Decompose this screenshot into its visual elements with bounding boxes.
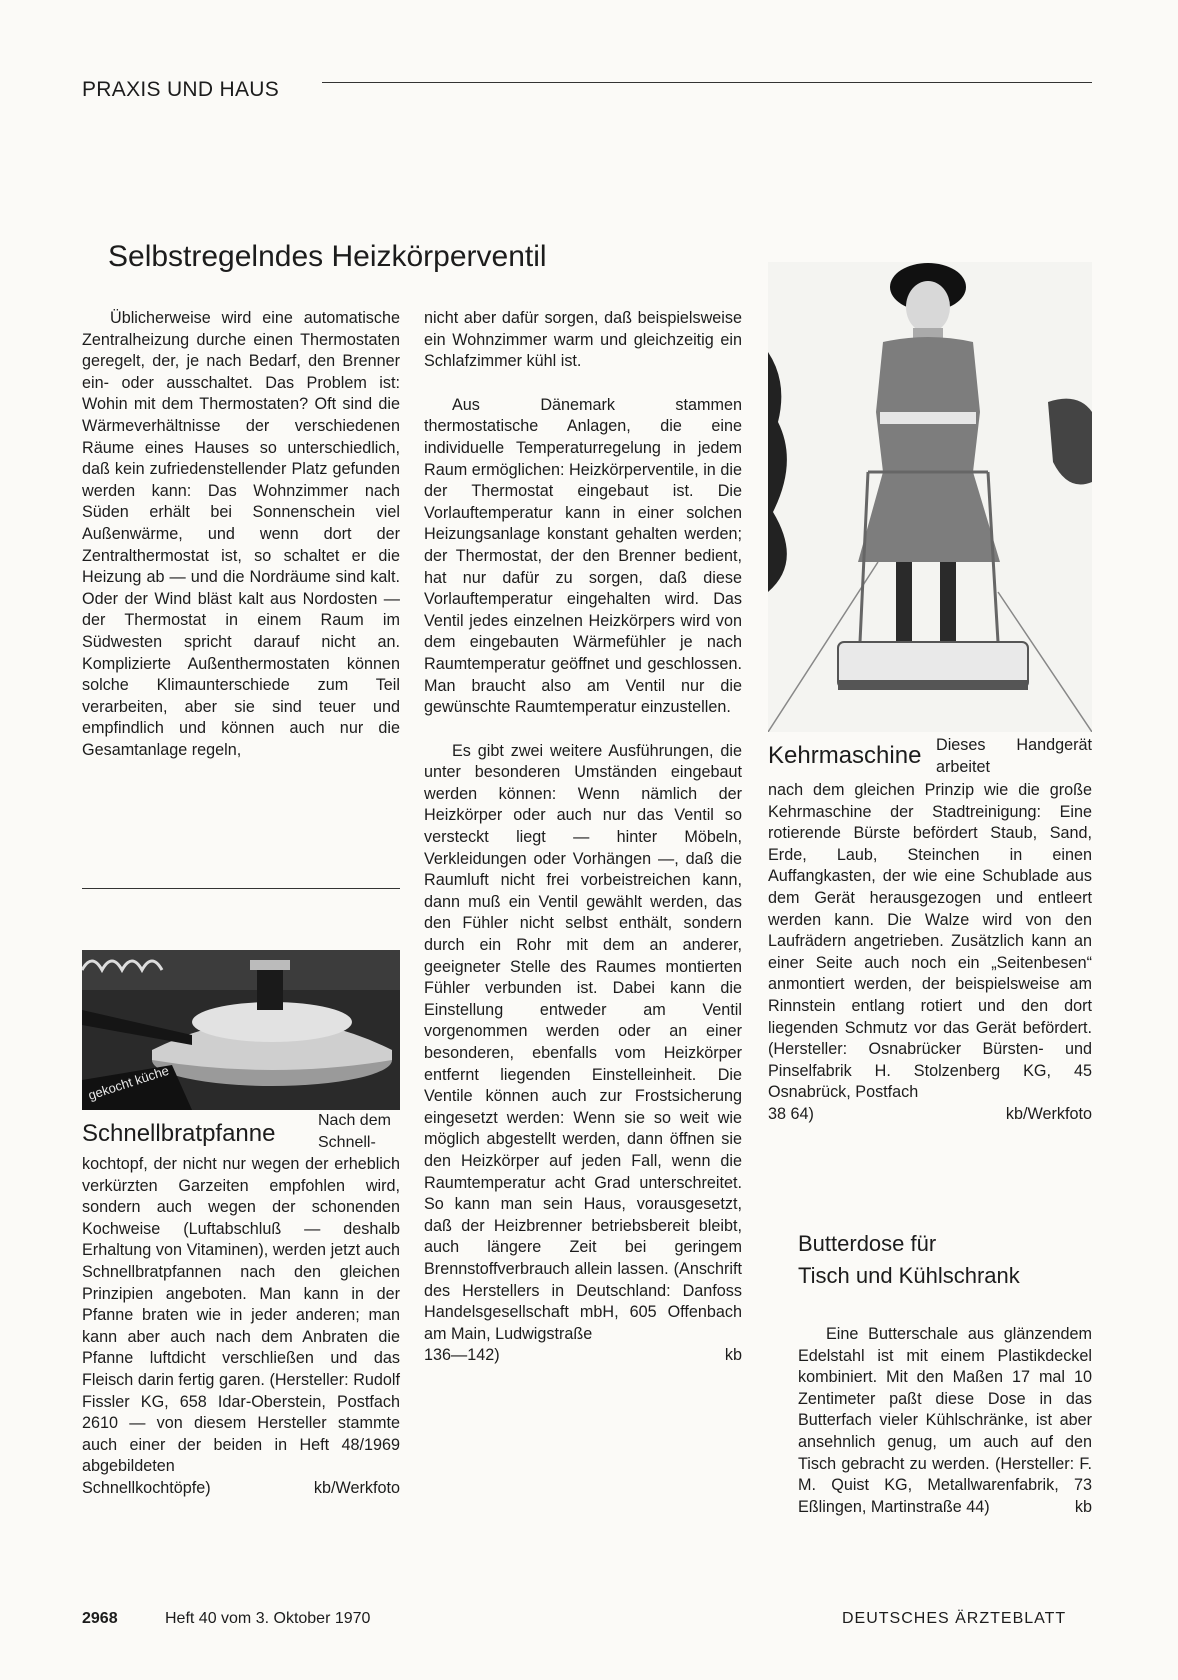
pan-credit: kb/Werkfoto <box>313 1478 400 1497</box>
sweeper-photo <box>768 262 1092 732</box>
pan-heading: Schnellbratpfanne <box>82 1120 276 1147</box>
butter-heading-line-2: Tisch und Kühlschrank <box>798 1263 1020 1288</box>
article-paragraph: Aus Dänemark stammen thermostatische Anlagen, die eine individuelle Temperaturregelung in jedem Raum ermöglichen: Heizkörperventile, in die der Thermostat eingebaut ist. Die Vorlauftemperatur kann in einer solchen Heizungsanlage konstant gehalten werden; der Thermostat, der den Brenner bedient, hat nur dafür zu sorgen, daß diese Vorlauftemperatur eingehalten wird. Das Ventil jedes einzelnen Heizkörpers wird von dem eingebauten Wärmefühler je nach Raumtemperatur geöffnet und geschlossen. Man braucht also am Ventil nur die gewünschte Raumtemperatur einzustellen. <box>424 395 742 717</box>
pan-lead: Nach dem Schnell- <box>318 1112 391 1151</box>
journal-name: DEUTSCHES ÄRZTEBLATT <box>842 1610 1067 1627</box>
article-title: Selbstregelndes Heizkörperventil <box>108 240 547 273</box>
header-rule <box>322 82 1092 83</box>
page-number: 2968 <box>82 1610 118 1627</box>
sweeper-column <box>768 780 1092 1126</box>
sweeper-heading: Kehrmaschine <box>768 742 922 769</box>
article-column-2 <box>424 308 742 1367</box>
section-label: PRAXIS UND HAUS <box>82 78 280 101</box>
sweeper-lead: Dieses Handgerät arbeitet <box>936 736 1092 776</box>
butter-paragraph <box>798 1324 1092 1518</box>
sweeper-credit: kb/Werkfoto <box>1005 1104 1092 1123</box>
pan-column <box>82 1154 400 1500</box>
article-credit: kb <box>724 1346 742 1365</box>
sweeper-paragraph: nach dem gleichen Prinzip wie die große Kehrmaschine der Stadtreinigung: Eine rotierende Bürste befördert Staub, Sand, Erde, Laub, Steinchen in einen Auffangkasten, der wie eine Schublade aus dem Gerät herausgezogen und entleert werden kann. Die Walze wird von den Laufrädern angetrieben. Zusätzlich kann an einer Seite auch noch ein „Seitenbesen“ anmontiert werden, der beispielsweise am Rinnstein entlang rotiert und den dort liegenden Schmutz vor das Gerät befördert. (Hersteller: Osnabrücker Bürsten- und Pinselfabrik H. Stolzenberg KG, 45 Osnabrück, Postfach <box>768 781 1092 1102</box>
pan-last-line: Schnellkochtöpfe) <box>82 1478 211 1497</box>
pan-paragraph: kochtopf, der nicht nur wegen der erheblich verkürzten Garzeiten empfohlen wird, sondern auch wegen der schonenden Kochweise (Luftabschluß — deshalb Erhaltung von Vitaminen), werden jetzt auch Schnellbratpfannen nach den gleichen Prinzipien angeboten. Man kann in der Pfanne braten wie in jeder anderen; man kann aber auch nach dem Anbraten die Pfanne luftdicht verschließen und das Fleisch darin fertig garen. (Hersteller: Rudolf Fissler KG, 658 Idar-Oberstein, Postfach 2610 — von diesem Hersteller stammte auch einer der beiden in Heft 48/1969 abgebildeten <box>82 1155 400 1476</box>
article-paragraph: Es gibt zwei weitere Ausführungen, die unter besonderen Umständen eingebaut werden können: Wenn nämlich der Heizkörper oder auch nur das Ventil so versteckt liegt — hinter Möbeln, Verkleidungen oder Vorhängen —, daß die Raumluft nicht frei vorbeistreichen kann, dann muß ein Ventil gewählt werden, das den Fühler nicht selbst enthält, sondern durch ein Rohr mit dem an anderer, geeigneter Stelle des Raumes montierten Fühler verbunden ist. Dabei kann die Einstellung entweder am Ventil vorgenommen werden oder an einer besonderen, ebenfalls vom Heizkörper entfernt liegenden Einstelleinheit. Die Ventile können auch zur Frostsicherung eingesetzt werden: Wenn sie so weit wie möglich abgestellt werden, dann öffnen sie den Heizkörper auf jeden Fall, wenn die Raumtemperatur acht Grad unterschreitet. So kann man sein Haus, vorausgesetzt, daß der Heizbrenner betriebsbereit bleibt, auch längere Zeit bei geringem Brennstoffverbrauch allein lassen. (Anschrift des Herstellers in Deutschland: Danfoss Handelsgesellschaft mbH, 605 Offenbach am Main, Ludwigstraße <box>424 741 742 1343</box>
article-last-line: 136—142) <box>424 1346 500 1365</box>
article-column-1 <box>82 308 400 761</box>
divider-rule <box>82 888 400 889</box>
pan-photo-text: gekocht küche <box>86 1062 171 1103</box>
issue-info: Heft 40 vom 3. Oktober 1970 <box>165 1610 371 1627</box>
sweeper-last-line: 38 64) <box>768 1104 814 1123</box>
article-paragraph: Üblicherweise wird eine automatische Zentralheizung durche einen Thermostaten geregelt, der, je nach Bedarf, den Brenner ein- oder ausschaltet. Das Problem ist: Wohin mit dem Thermostaten? Oft sind die Wärmeverhältnisse der verschiedenen Räume eines Hauses so unterschiedlich, daß kein zufriedenstellender Platz gefunden werden kann: Das Wohnzimmer nach Süden erhält bei Sonnenschein viel Außenwärme, und wenn dort der Zentralthermostat ist, so schaltet er die Heizung ab — und die Nordräume sind kalt. Oder der Wind bläst kalt aus Nordosten — der Thermostat in einem Raum im Südwesten spricht darauf nicht an. Komplizierte Außenthermostaten können solche Klimaunterschiede zum Teil verarbeiten, aber sie sind teuer und empfindlich und können auch nur die Gesamtanlage regeln, <box>82 309 400 759</box>
butter-credit: kb <box>1074 1497 1092 1516</box>
article-paragraph: nicht aber dafür sorgen, daß beispielsweise ein Wohnzimmer warm und gleichzeitig ein Schlafzimmer kühl ist. <box>424 309 742 371</box>
butter-column <box>798 1324 1092 1518</box>
butter-heading <box>798 1228 1020 1292</box>
butter-body: Eine Butterschale aus glänzendem Edelstahl ist mit einem Plastikdeckel kombiniert. Mit den Maßen 17 mal 10 Zentimeter paßt diese Dose in das Butterfach vieler Kühlschränke, ist aber ansehnlich genug, um auch auf den Tisch gebracht zu werden. (Hersteller: F. M. Quist KG, Metallwarenfabrik, 73 Eßlingen, Martinstraße 44) <box>798 1325 1092 1516</box>
butter-heading-line-1: Butterdose für <box>798 1231 937 1256</box>
pan-photo <box>82 950 400 1110</box>
